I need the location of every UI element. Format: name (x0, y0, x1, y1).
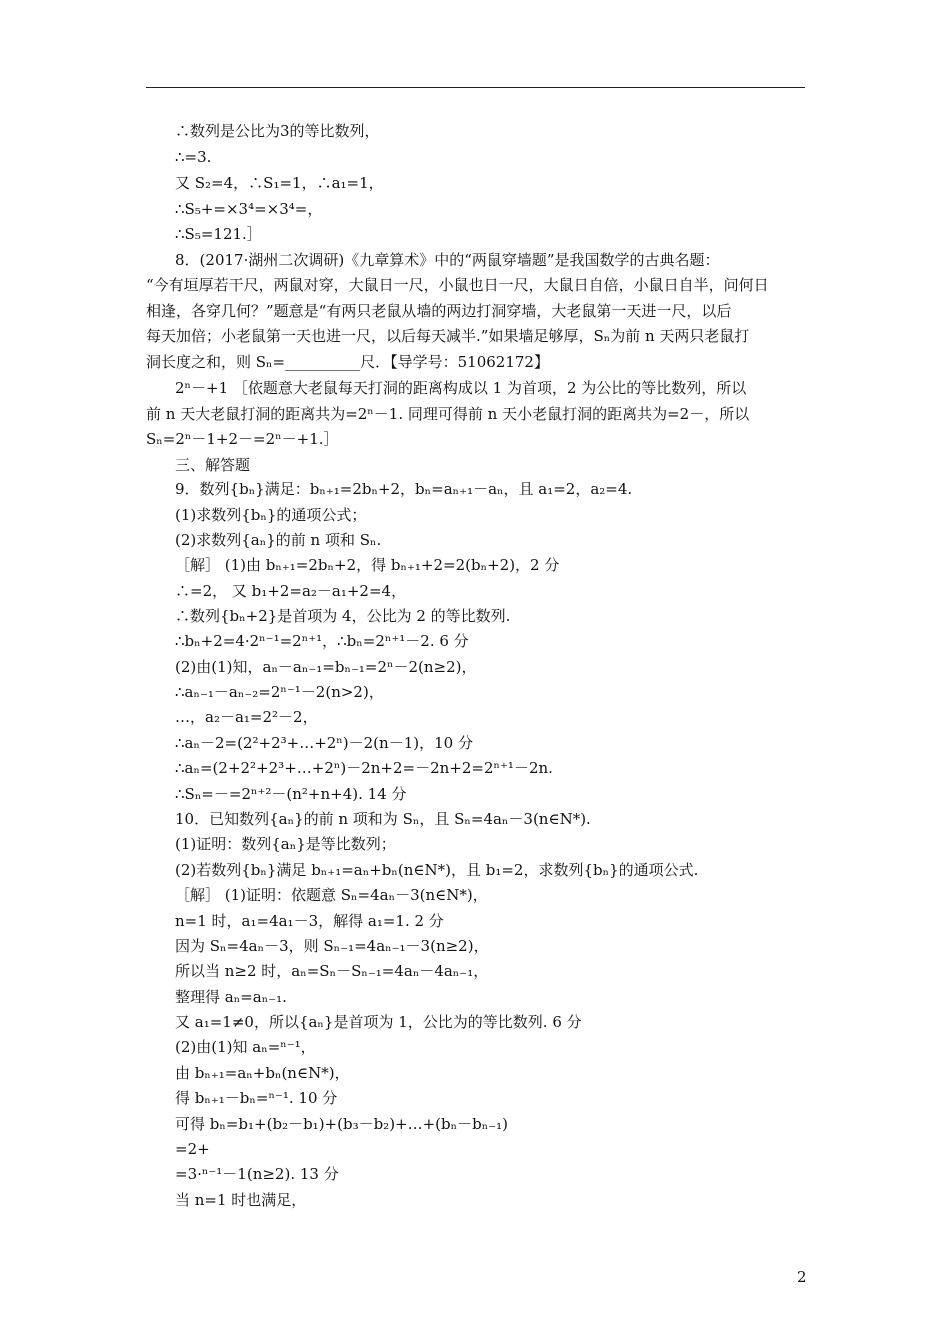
text-line: 由 bₙ₊₁=aₙ+bₙ(n∈N*)， (175, 1064, 350, 1082)
text-line: ∴S₅+=×3⁴=×3⁴=， (175, 200, 323, 218)
text-line: ∴数列是公比为3的等比数列， (175, 122, 380, 140)
text-line: …，a₂－a₁=2²－2， (175, 708, 318, 726)
text-line: 得 bₙ₊₁－bₙ=ⁿ⁻¹. 10 分 (175, 1089, 338, 1107)
problem-10-heading: 10．已知数列{aₙ}的前 n 项和为 Sₙ，且 Sₙ=4aₙ－3(n∈N*). (175, 810, 591, 828)
text-line: 又 S₂=4，∴S₁=1，∴a₁=1， (175, 174, 384, 192)
text-line: 当 n=1 时也满足， (175, 1191, 307, 1209)
text-line: ∴aₙ₋₁－aₙ₋₂=2ⁿ⁻¹－2(n>2)， (175, 683, 384, 701)
answer-line: 2ⁿ－+1 ［依题意大老鼠每天打洞的距离构成以 1 为首项，2 为公比的等比数列，所以 (175, 379, 747, 397)
text-line: (2)若数列{bₙ}满足 bₙ₊₁=aₙ+bₙ(n∈N*)，且 b₁=2，求数列{bₙ}的通项公式. (175, 861, 699, 879)
text-line: 前 n 天大老鼠打洞的距离共为=2ⁿ－1. 同理可得前 n 天小老鼠打洞的距离共为=2－，所以 (146, 405, 750, 423)
text-line: 相逢，各穿几何？”题意是“有两只老鼠从墙的两边打洞穿墙，大老鼠第一天进一尺，以后 (146, 302, 732, 320)
text-line: 每天加倍；小老鼠第一天也进一尺，以后每天减半.”如果墙足够厚，Sₙ为前 n 天两只老鼠打 (146, 327, 750, 345)
text-line: “今有垣厚若干尺，两鼠对穿，大鼠日一尺，小鼠也日一尺，大鼠日自倍，小鼠日自半，问何日 (146, 276, 769, 294)
text-line: ∴S₅=121.］ (175, 225, 262, 243)
text-line: ∴aₙ－2=(2²+2³+…+2ⁿ)－2(n－1)，10 分 (175, 734, 473, 752)
page-number: 2 (797, 1268, 807, 1286)
solution-line: ［解］ (1)由 bₙ₊₁=2bₙ+2，得 bₙ₊₁+2=2(bₙ+2)，2 分 (175, 556, 560, 574)
text-line: (1)求数列{bₙ}的通项公式； (175, 506, 367, 524)
text-line: (2)由(1)知 aₙ=ⁿ⁻¹， (175, 1038, 316, 1056)
text-line: 又 a₁=1≠0，所以{aₙ}是首项为 1，公比为的等比数列. 6 分 (175, 1013, 582, 1031)
text-line: 洞长度之和，则 Sₙ=__________尺．【导学号：51062172】 (146, 353, 549, 371)
text-line: (2)求数列{aₙ}的前 n 项和 Sₙ. (175, 531, 382, 549)
text-line: (2)由(1)知，aₙ－aₙ₋₁=bₙ₋₁=2ⁿ－2(n≥2)， (175, 658, 477, 676)
text-line: =2+ (175, 1140, 210, 1158)
text-line: ∴=3. (175, 148, 212, 166)
text-line: 整理得 aₙ=aₙ₋₁. (175, 988, 287, 1006)
text-line: 所以当 n≥2 时，aₙ=Sₙ－Sₙ₋₁=4aₙ－4aₙ₋₁， (175, 962, 489, 980)
solution-line: ［解］ (1)证明：依题意 Sₙ=4aₙ－3(n∈N*)， (175, 886, 488, 904)
section-heading: 三、解答题 (175, 456, 251, 474)
text-line: 因为 Sₙ=4aₙ－3，则 Sₙ₋₁=4aₙ₋₁－3(n≥2)， (175, 937, 489, 955)
text-line: n=1 时，a₁=4a₁－3，解得 a₁=1. 2 分 (175, 912, 444, 930)
text-line: ∴bₙ+2=4·2ⁿ⁻¹=2ⁿ⁺¹，∴bₙ=2ⁿ⁺¹－2. 6 分 (175, 632, 469, 650)
header-rule (146, 87, 805, 88)
text-line: (1)证明：数列{aₙ}是等比数列； (175, 835, 396, 853)
text-line: ∴=2， 又 b₁+2=a₂－a₁+2=4， (175, 582, 407, 600)
text-line: Sₙ=2ⁿ－1+2－=2ⁿ－+1.］ (146, 430, 339, 448)
text-line: ∴数列{bₙ+2}是首项为 4，公比为 2 的等比数列. (175, 607, 511, 625)
problem-9-heading: 9．数列{bₙ}满足：bₙ₊₁=2bₙ+2，bₙ=aₙ₊₁－aₙ，且 a₁=2，a₂=4. (175, 480, 633, 498)
text-line: 可得 bₙ=b₁+(b₂－b₁)+(b₃－b₂)+…+(bₙ－bₙ₋₁) (175, 1115, 509, 1133)
text-line: ∴Sₙ=－=2ⁿ⁺²－(n²+n+4). 14 分 (175, 785, 407, 803)
text-line: =3·ⁿ⁻¹－1(n≥2). 13 分 (175, 1165, 339, 1183)
text-line: ∴aₙ=(2+2²+2³+…+2ⁿ)－2n+2=－2n+2=2ⁿ⁺¹－2n. (175, 759, 553, 777)
problem-8-heading: 8．(2017·湖州二次调研)《九章算术》中的“两鼠穿墙题”是我国数学的古典名题： (175, 251, 720, 269)
